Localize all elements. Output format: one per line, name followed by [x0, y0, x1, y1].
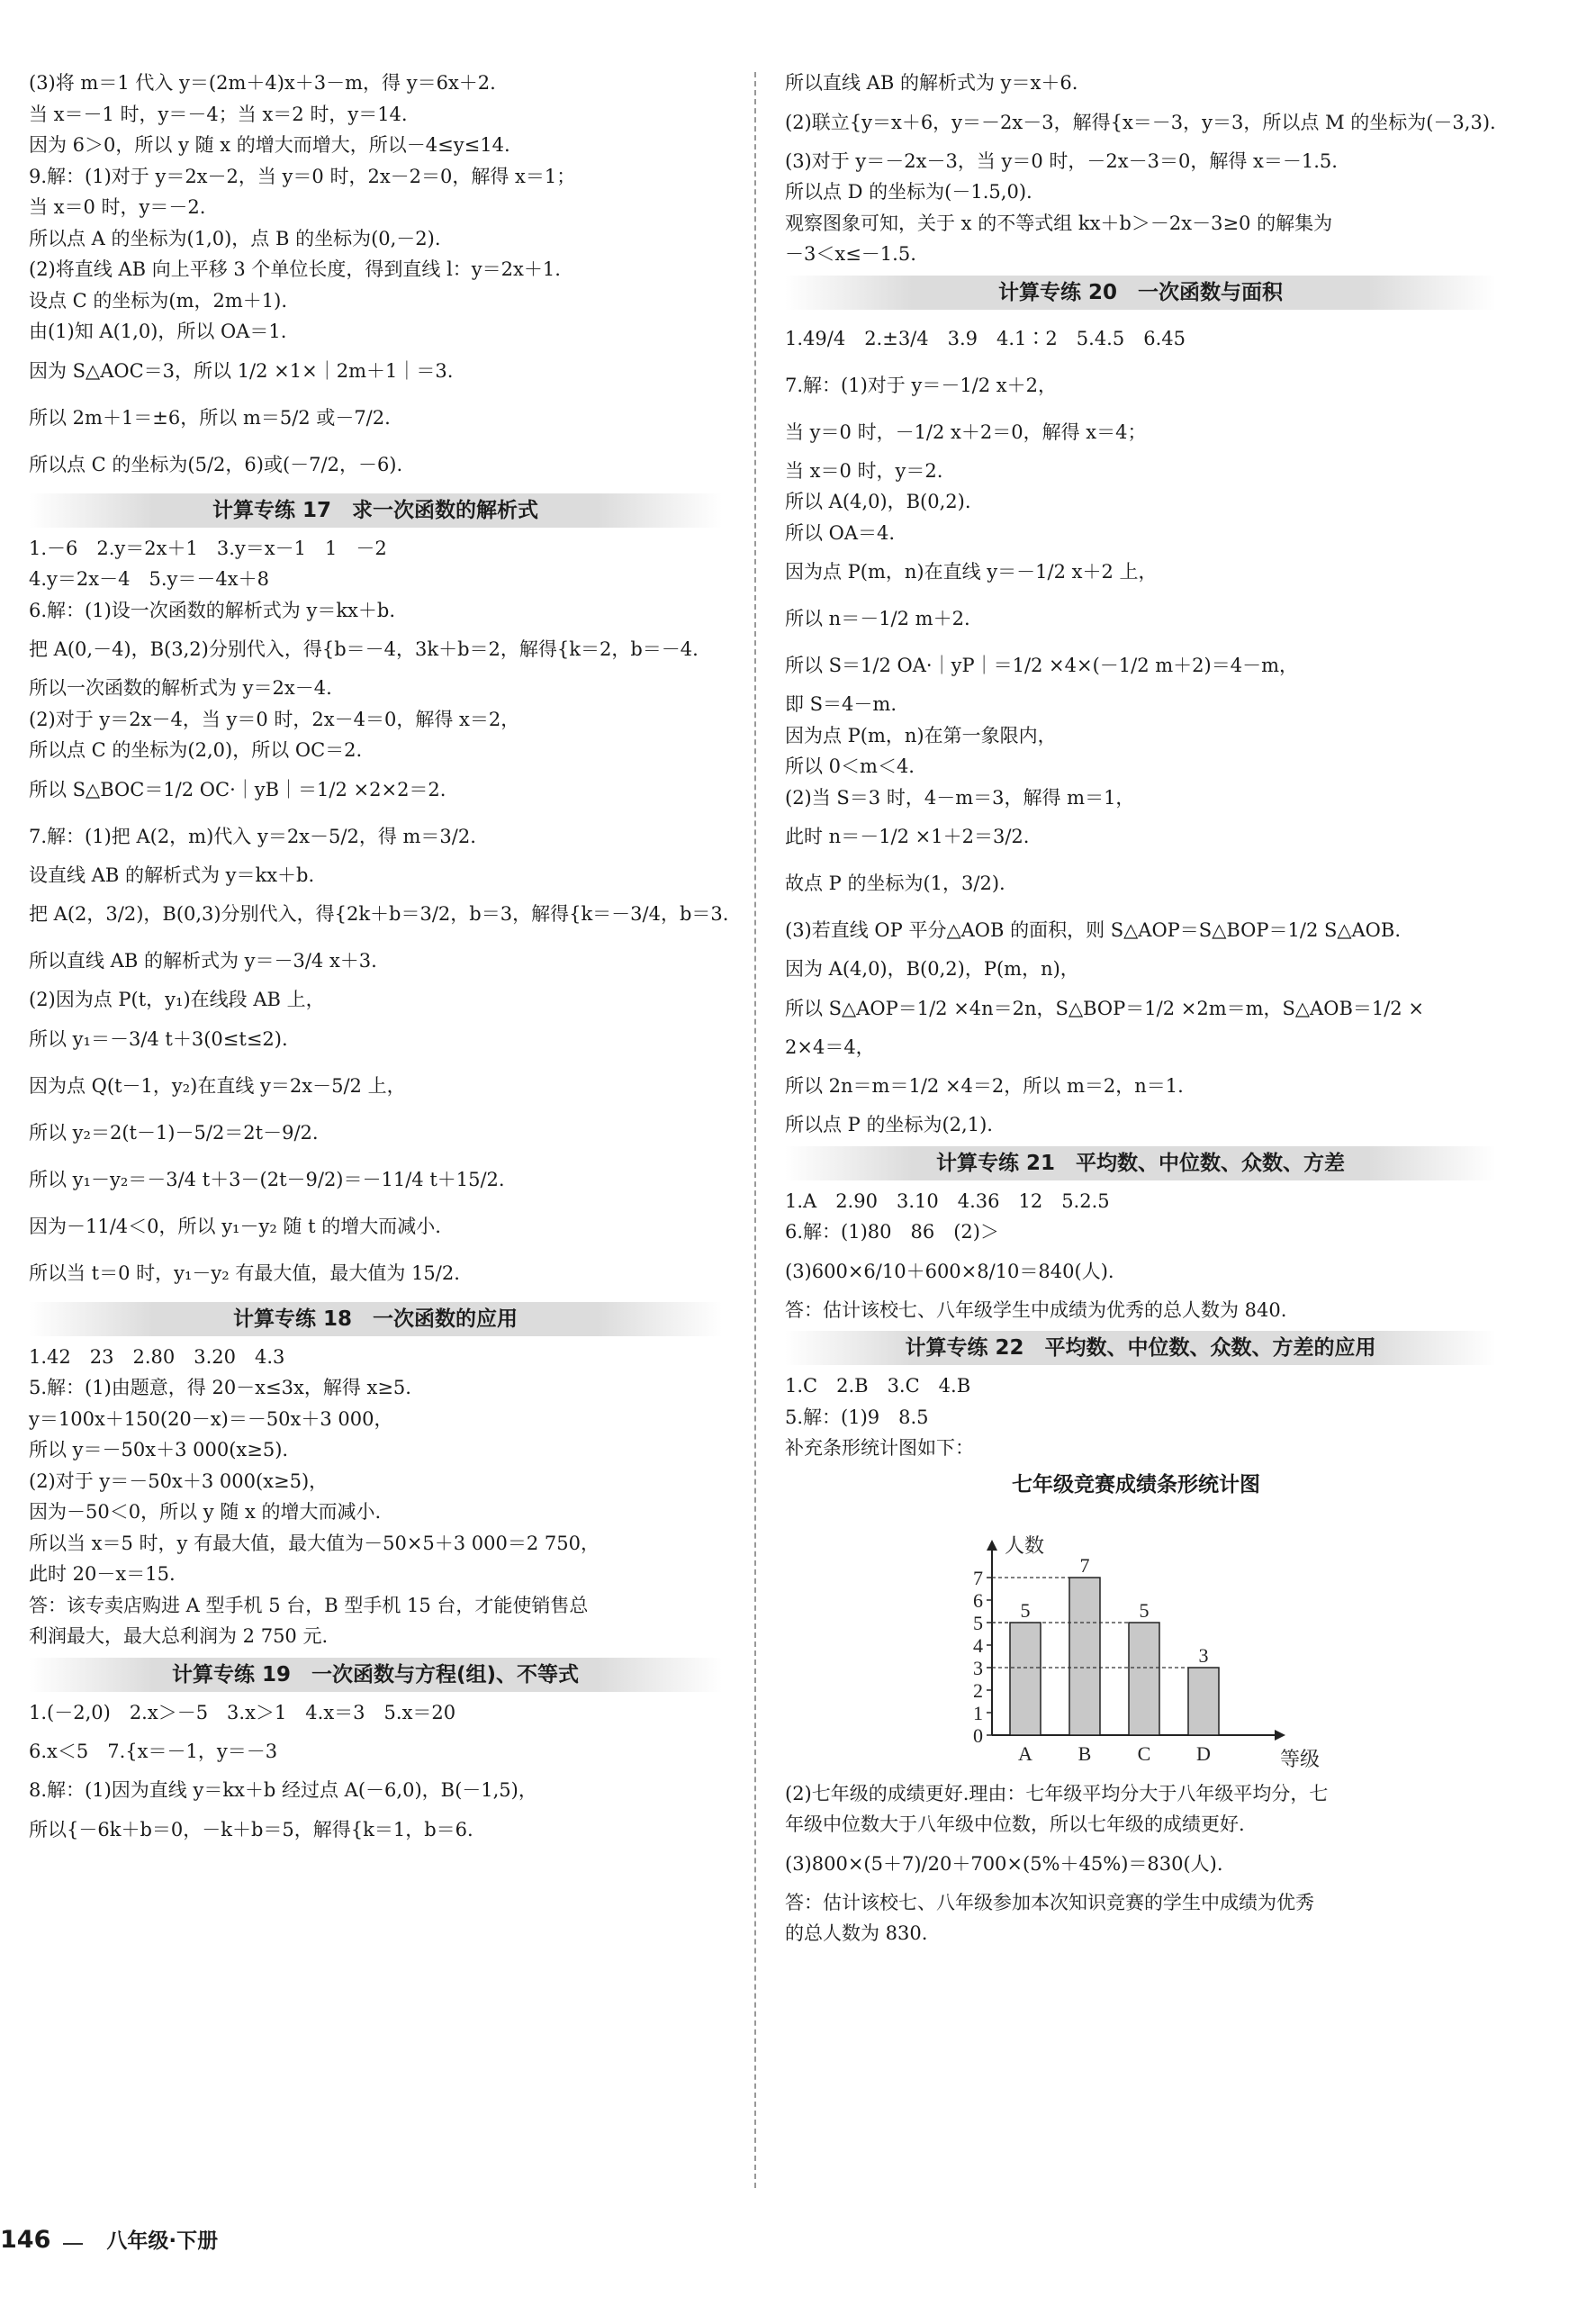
- text-line: 的总人数为 830.: [785, 1922, 928, 1944]
- text-line: 所以当 x＝5 时，y 有最大值，最大值为－50×5＋3 000＝2 750，: [29, 1532, 600, 1554]
- bar-chart: [902, 1468, 1370, 1773]
- text-line: 1.(－2,0) 2.x＞－5 3.x＞1 4.x＝3 5.x＝20: [29, 1701, 456, 1723]
- x-axis-arrow: [1275, 1730, 1285, 1741]
- text-line: y＝100x＋150(20－x)＝－50x＋3 000，: [29, 1407, 393, 1430]
- text-line: 1.42 23 2.80 3.20 4.3: [29, 1345, 285, 1368]
- text-line: (2)联立{y＝x＋6，y＝－2x－3，解得{x＝－3，y＝3，所以点 M 的坐标为(－3,3).: [785, 111, 1496, 133]
- category-label: D: [1196, 1741, 1211, 1765]
- text-line: 1.A 2.90 3.10 4.36 12 5.2.5: [785, 1189, 1110, 1212]
- text-line: 9.解：(1)对于 y＝2x－2，当 y＝0 时，2x－2＝0，解得 x＝1；: [29, 165, 576, 187]
- section-heading: 计算专练 21 平均数、中位数、众数、方差: [785, 1146, 1496, 1180]
- text-line: (3)600×6/10＋600×8/10＝840(人).: [785, 1260, 1114, 1282]
- text-line: 设直线 AB 的解析式为 y＝kx＋b.: [29, 864, 315, 886]
- text-line: 当 x＝0 时，y＝－2.: [29, 196, 206, 218]
- text-line: 把 A(2，3/2)，B(0,3)分别代入，得{2k＋b＝3/2，b＝3，解得{k＝－3/4，b＝3.: [29, 903, 729, 925]
- text-line: 5.解：(1)由题意，得 20－x≤3x，解得 x≥5.: [29, 1377, 411, 1398]
- footer: [0, 2222, 218, 2258]
- text-line: 因为 6＞0，所以 y 随 x 的增大而增大，所以－4≤y≤14.: [29, 134, 510, 156]
- y-tick-label: 4: [973, 1633, 983, 1657]
- text-line: (2)因为点 P(t，y₁)在线段 AB 上，: [29, 989, 325, 1010]
- text-line: 年级中位数大于八年级中位数，所以七年级的成绩更好.: [785, 1813, 1245, 1835]
- text-line: 因为点 Q(t－1，y₂)在直线 y＝2x－5/2 上，: [29, 1074, 406, 1097]
- text-line: 所以一次函数的解析式为 y＝2x－4.: [29, 677, 332, 699]
- section-heading: 计算专练 18 一次函数的应用: [29, 1302, 722, 1336]
- text-line: 所以 0＜m＜4.: [785, 755, 915, 777]
- text-line: 所以 2m＋1＝±6，所以 m＝5/2 或－7/2.: [29, 406, 391, 429]
- text-line: 1.49/4 2.±3/4 3.9 4.1∶2 5.4.5 6.45: [785, 327, 1186, 349]
- text-line: 所以点 P 的坐标为(2,1).: [785, 1114, 993, 1135]
- text-line: 所以直线 AB 的解析式为 y＝－3/4 x＋3.: [29, 950, 377, 972]
- chart-svg: [902, 1499, 1370, 1769]
- text-line: 因为－11/4＜0，所以 y₁－y₂ 随 t 的增大而减小.: [29, 1215, 441, 1237]
- column-divider: [754, 72, 756, 2188]
- text-line: 设点 C 的坐标为(m，2m＋1).: [29, 289, 288, 312]
- y-tick-label: 5: [973, 1611, 983, 1634]
- text-line: 所以 y₁－y₂＝－3/4 t＋3－(2t－9/2)＝－11/4 t＋15/2.: [29, 1168, 505, 1190]
- text-line: 所以当 t＝0 时，y₁－y₂ 有最大值，最大值为 15/2.: [29, 1262, 460, 1284]
- right-column: [785, 68, 1496, 1949]
- left-column: [29, 68, 729, 1853]
- y-tick-label: 2: [973, 1678, 983, 1702]
- text-line: 利润最大，最大总利润为 2 750 元.: [29, 1625, 329, 1647]
- section-heading: 计算专练 17 求一次函数的解析式: [29, 493, 722, 528]
- text-line: 7.解：(1)把 A(2，m)代入 y＝2x－5/2，得 m＝3/2.: [29, 825, 476, 847]
- text-line: 此时 20－x＝15.: [29, 1563, 176, 1585]
- text-line: 故点 P 的坐标为(1，3/2).: [785, 873, 1005, 894]
- text-line: 4.y＝2x－4 5.y＝－4x＋8: [29, 568, 269, 590]
- text-line: 所以点 D 的坐标为(－1.5,0).: [785, 181, 1032, 203]
- y-tick-label: 0: [973, 1723, 983, 1747]
- text-line: 把 A(0,－4)，B(3,2)分别代入，得{b＝－4，3k＋b＝2，解得{k＝2，b＝－4.: [29, 638, 699, 660]
- data-label: 7: [1079, 1553, 1090, 1577]
- text-line: (3)800×(5＋7)/20＋700×(5%＋45%)＝830(人).: [785, 1852, 1223, 1875]
- text-line: (2)将直线 AB 向上平移 3 个单位长度，得到直线 l：y＝2x＋1.: [29, 258, 561, 280]
- text-line: 2×4＝4，: [785, 1035, 875, 1058]
- text-line: 所以 y₁＝－3/4 t＋3(0≤t≤2).: [29, 1027, 288, 1050]
- text-line: 所以 S△BOC＝1/2 OC·｜yB｜＝1/2 ×2×2＝2.: [29, 778, 446, 800]
- section-heading: 计算专练 19 一次函数与方程(组)、不等式: [29, 1658, 722, 1692]
- text-line: 因为 S△AOC＝3，所以 1/2 ×1×｜2m＋1｜＝3.: [29, 359, 454, 382]
- text-line: (3)对于 y＝－2x－3，当 y＝0 时，－2x－3＝0，解得 x＝－1.5.: [785, 149, 1338, 172]
- text-line: (2)对于 y＝2x－4，当 y＝0 时，2x－4＝0，解得 x＝2，: [29, 708, 520, 730]
- y-tick-label: 6: [973, 1588, 983, 1612]
- text-line: 当 x＝－1 时，y＝－4；当 x＝2 时，y＝14.: [29, 103, 408, 125]
- text-line: 因为点 P(m，n)在第一象限内，: [785, 724, 1057, 746]
- bar: [1188, 1668, 1219, 1735]
- text-line: 因为－50＜0，所以 y 随 x 的增大而减小.: [29, 1501, 382, 1523]
- section-heading: 计算专练 20 一次函数与面积: [785, 276, 1496, 310]
- text-line: 所以 S＝1/2 OA·｜yP｜＝1/2 ×4×(－1/2 m＋2)＝4－m，: [785, 655, 1299, 676]
- text-line: 8.解：(1)因为直线 y＝kx＋b 经过点 A(－6,0)，B(－1,5)，: [29, 1779, 537, 1801]
- text-line: (3)将 m＝1 代入 y＝(2m＋4)x＋3－m，得 y＝6x＋2.: [29, 72, 496, 94]
- text-line: 6.x＜5 7.{x＝－1，y＝－3: [29, 1741, 278, 1762]
- y-tick-label: 3: [973, 1656, 983, 1679]
- text-line: 所以 y＝－50x＋3 000(x≥5).: [29, 1439, 289, 1460]
- text-line: 因为 A(4,0)，B(0,2)，P(m，n)，: [785, 958, 1079, 980]
- text-line: 所以点 C 的坐标为(2,0)，所以 OC＝2.: [29, 739, 363, 761]
- x-axis-label: 等级: [1280, 1747, 1321, 1769]
- chart-title: 七年级竞赛成绩条形统计图: [1012, 1472, 1260, 1497]
- y-tick-label: 7: [973, 1566, 983, 1589]
- text-line: (2)对于 y＝－50x＋3 000(x≥5)，: [29, 1470, 329, 1492]
- text-line: 7.解：(1)对于 y＝－1/2 x＋2，: [785, 374, 1057, 396]
- text-line: 所以点 C 的坐标为(5/2，6)或(－7/2，－6).: [29, 453, 403, 475]
- y-axis-label: 人数: [1005, 1533, 1045, 1557]
- text-line: 当 x＝0 时，y＝2.: [785, 459, 943, 482]
- bar: [1069, 1578, 1100, 1735]
- y-axis-arrow: [987, 1540, 997, 1551]
- text-line: 即 S＝4－m.: [785, 693, 897, 715]
- text-line: 6.解：(1)80 86 (2)＞: [785, 1221, 999, 1243]
- text-line: (3)若直线 OP 平分△AOB 的面积，则 S△AOP＝S△BOP＝1/2 S△AOB.: [785, 919, 1402, 941]
- y-tick-label: 1: [973, 1701, 983, 1724]
- text-line: 6.解：(1)设一次函数的解析式为 y＝kx＋b.: [29, 599, 396, 621]
- text-line: 所以 A(4,0)，B(0,2).: [785, 491, 971, 512]
- text-line: 答：估计该校七、八年级学生中成绩为优秀的总人数为 840.: [785, 1298, 1287, 1321]
- text-line: 所以 S△AOP＝1/2 ×4n＝2n，S△BOP＝1/2 ×2m＝m，S△AOB＝1/2 ×: [785, 997, 1424, 1019]
- text-line: 观察图象可知，关于 x 的不等式组 kx＋b＞－2x－3≥0 的解集为: [785, 212, 1333, 234]
- text-line: 所以 OA＝4.: [785, 521, 896, 544]
- category-label: C: [1137, 1741, 1151, 1765]
- text-line: 所以 y₂＝2(t－1)－5/2＝2t－9/2.: [29, 1121, 319, 1144]
- text-line: 当 y＝0 时，－1/2 x＋2＝0，解得 x＝4；: [785, 421, 1147, 443]
- category-label: B: [1078, 1741, 1092, 1765]
- text-line: 由(1)知 A(1,0)，所以 OA＝1.: [29, 321, 287, 342]
- text-line: 答：估计该校七、八年级参加本次知识竞赛的学生中成绩为优秀: [785, 1891, 1314, 1913]
- bar: [1010, 1623, 1041, 1735]
- text-line: 5.解：(1)9 8.5: [785, 1406, 929, 1428]
- text-line: 所以点 A 的坐标为(1,0)，点 B 的坐标为(0,－2).: [29, 227, 441, 249]
- grade-label: 八年级·下册: [106, 2229, 219, 2253]
- text-line: 此时 n＝－1/2 ×1＋2＝3/2.: [785, 826, 1030, 847]
- text-line: －3＜x≤－1.5.: [785, 243, 916, 265]
- text-line: (2)七年级的成绩更好.理由：七年级平均分大于八年级平均分，七: [785, 1782, 1329, 1804]
- category-label: A: [1018, 1741, 1032, 1765]
- text-line: 因为点 P(m，n)在直线 y＝－1/2 x＋2 上，: [785, 561, 1158, 583]
- section-heading: 计算专练 22 平均数、中位数、众数、方差的应用: [785, 1331, 1496, 1365]
- text-line: 所以 n＝－1/2 m＋2.: [785, 608, 970, 629]
- text-line: 1.－6 2.y＝2x＋1 3.y＝x－1 1 －2: [29, 537, 387, 559]
- page-number: 146: [0, 2226, 51, 2254]
- text-line: 答：该专卖店购进 A 型手机 5 台，B 型手机 15 台，才能使销售总: [29, 1594, 589, 1616]
- footer-dash: [63, 2243, 83, 2245]
- text-line: 所以 2n＝m＝1/2 ×4＝2，所以 m＝2，n＝1.: [785, 1075, 1184, 1097]
- bar: [1129, 1623, 1159, 1735]
- text-line: 补充条形统计图如下：: [785, 1437, 974, 1459]
- text-line: 所以{－6k＋b＝0，－k＋b＝5，解得{k＝1，b＝6.: [29, 1818, 473, 1840]
- text-line: 所以直线 AB 的解析式为 y＝x＋6.: [785, 72, 1078, 94]
- data-label: 3: [1198, 1643, 1209, 1667]
- data-label: 5: [1020, 1598, 1031, 1622]
- text-line: 1.C 2.B 3.C 4.B: [785, 1375, 971, 1397]
- data-label: 5: [1139, 1598, 1150, 1622]
- text-line: (2)当 S＝3 时，4－m＝3，解得 m＝1，: [785, 786, 1135, 809]
